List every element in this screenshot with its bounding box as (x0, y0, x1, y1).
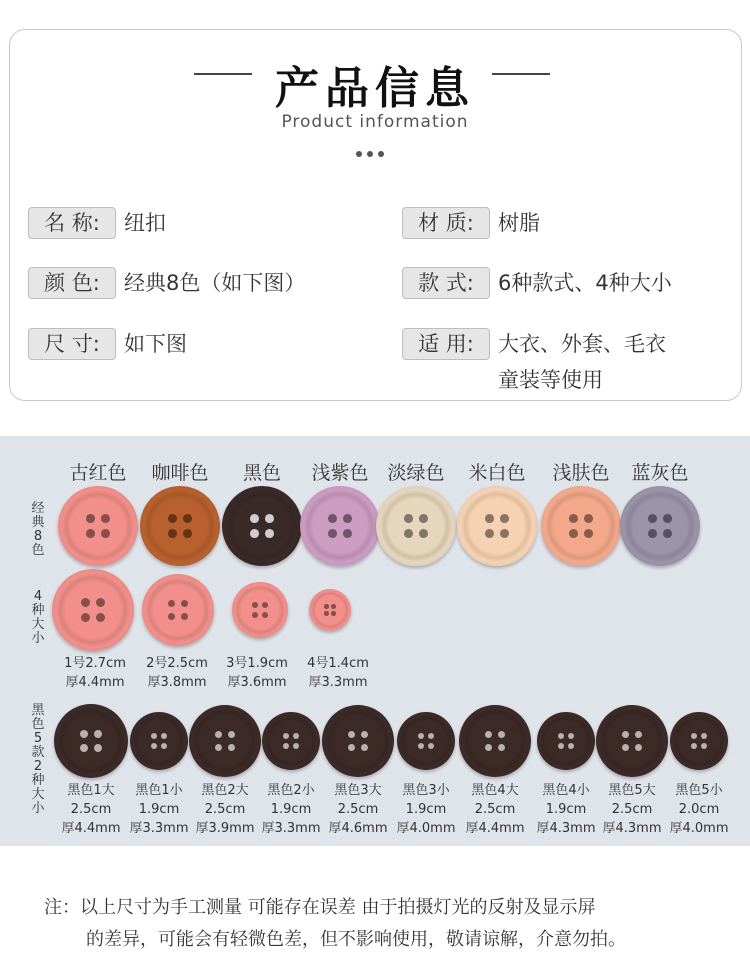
button-hole (500, 529, 509, 538)
black-button-7 (459, 705, 531, 777)
button-hole (250, 514, 259, 523)
size-button-1 (52, 569, 134, 651)
button-hole (635, 744, 643, 752)
button-hole (96, 613, 105, 622)
black-button-4 (262, 712, 320, 770)
button-hole (228, 744, 236, 752)
button-hole (404, 529, 413, 538)
button-hole (622, 731, 630, 739)
button-hole (485, 529, 494, 538)
button-hole (485, 744, 493, 752)
swatch-button-2 (140, 486, 220, 566)
color-name-4: 浅紫色 (311, 462, 369, 484)
swatch-button-6 (457, 486, 537, 566)
size-button-4 (309, 589, 351, 631)
button-hole (418, 743, 424, 749)
field-size (28, 328, 187, 360)
black-thickness-10: 厚4.0mm (669, 821, 729, 836)
button-hole (419, 514, 428, 523)
button-hole (331, 604, 336, 609)
button-hole (151, 743, 157, 749)
size-thickness-2: 厚3.8mm (147, 675, 207, 690)
button-hole (691, 743, 697, 749)
swatch-button-3 (222, 486, 302, 566)
black-name-2: 黑色1小 (135, 783, 183, 798)
button-hole (663, 514, 672, 523)
button-hole (283, 733, 289, 739)
button-hole (348, 744, 356, 752)
button-hole (101, 529, 110, 538)
button-hole (183, 514, 192, 523)
button-hole (558, 743, 564, 749)
button-hole (663, 529, 672, 538)
page-title: 产品信息 (275, 63, 475, 114)
field-name (28, 207, 166, 239)
field-usage (402, 328, 666, 398)
button-hole (80, 730, 88, 738)
button-hole (568, 733, 574, 739)
black-name-1: 黑色1大 (67, 783, 115, 798)
button-hole (418, 733, 424, 739)
field-color-value: 经典8色（如下图） (124, 271, 306, 295)
page-subtitle: Product information (281, 112, 469, 132)
field-size-label: 尺 寸: (28, 328, 116, 360)
black-name-10: 黑色5小 (675, 783, 723, 798)
button-hole (252, 602, 258, 608)
button-hole (498, 731, 506, 739)
color-name-5: 淡绿色 (387, 462, 445, 484)
field-material-value: 树脂 (498, 211, 540, 235)
size-thickness-3: 厚3.6mm (227, 675, 287, 690)
button-hole (101, 514, 110, 523)
button-hole (343, 514, 352, 523)
field-style-value: 6种款式、4种大小 (498, 271, 672, 295)
color-name-2: 咖啡色 (151, 462, 209, 484)
field-material-label: 材 质: (402, 207, 490, 239)
button-hole (324, 604, 329, 609)
black-button-2 (130, 712, 188, 770)
field-style (402, 267, 672, 299)
black-button-5 (322, 705, 394, 777)
black-thickness-8: 厚4.3mm (536, 821, 596, 836)
button-hole (181, 600, 189, 608)
button-hole (215, 744, 223, 752)
row-label-sizes: 4 种 大 小 (31, 589, 45, 646)
button-hole (265, 529, 274, 538)
field-usage-value (498, 326, 666, 398)
button-hole (691, 733, 697, 739)
black-name-8: 黑色4小 (542, 783, 590, 798)
black-diameter-3: 2.5cm (204, 802, 246, 817)
black-button-6 (397, 712, 455, 770)
swatch-button-4 (300, 486, 380, 566)
size-caption-1: 1号2.7cm (64, 656, 126, 671)
black-thickness-6: 厚4.0mm (396, 821, 456, 836)
button-hole (161, 743, 167, 749)
field-usage-value-line1: 大衣、外套、毛衣 (498, 332, 666, 356)
color-name-6: 米白色 (468, 462, 526, 484)
black-diameter-10: 2.0cm (678, 802, 720, 817)
black-diameter-7: 2.5cm (474, 802, 516, 817)
black-diameter-6: 1.9cm (405, 802, 447, 817)
swatch-button-5 (376, 486, 456, 566)
button-hole (81, 598, 90, 607)
button-hole (558, 733, 564, 739)
black-button-3 (189, 705, 261, 777)
button-hole (428, 743, 434, 749)
button-hole (283, 743, 289, 749)
field-usage-label: 适 用: (402, 328, 490, 360)
button-hole (568, 743, 574, 749)
black-diameter-2: 1.9cm (138, 802, 180, 817)
button-hole (86, 529, 95, 538)
button-hole (419, 529, 428, 538)
ellipsis-dots-icon (356, 151, 384, 157)
black-thickness-5: 厚4.6mm (328, 821, 388, 836)
button-hole (215, 731, 223, 739)
black-diameter-9: 2.5cm (611, 802, 653, 817)
black-name-5: 黑色3大 (334, 783, 382, 798)
button-hole (701, 743, 707, 749)
button-hole (228, 731, 236, 739)
button-hole (622, 744, 630, 752)
button-hole (94, 730, 102, 738)
black-diameter-8: 1.9cm (545, 802, 587, 817)
button-hole (168, 514, 177, 523)
button-hole (328, 514, 337, 523)
swatch-button-1 (58, 486, 138, 566)
field-color-label: 颜 色: (28, 267, 116, 299)
size-thickness-1: 厚4.4mm (65, 675, 125, 690)
button-hole (485, 731, 493, 739)
button-hole (94, 744, 102, 752)
black-thickness-1: 厚4.4mm (61, 821, 121, 836)
button-hole (293, 743, 299, 749)
size-caption-2: 2号2.5cm (146, 656, 208, 671)
button-hole (250, 529, 259, 538)
button-hole (161, 733, 167, 739)
button-hole (293, 733, 299, 739)
button-hole (569, 514, 578, 523)
size-button-2 (142, 574, 214, 646)
button-hole (701, 733, 707, 739)
black-name-4: 黑色2小 (267, 783, 315, 798)
size-caption-3: 3号1.9cm (226, 656, 288, 671)
button-hole (498, 744, 506, 752)
black-name-7: 黑色4大 (471, 783, 519, 798)
black-thickness-2: 厚3.3mm (129, 821, 189, 836)
field-usage-value-line2: 童装等使用 (498, 368, 603, 392)
button-hole (569, 529, 578, 538)
black-name-9: 黑色5大 (608, 783, 656, 798)
field-name-value: 纽扣 (124, 211, 166, 235)
row-label-classic: 经 典 8 色 (31, 501, 45, 558)
swatch-panel (0, 436, 750, 846)
button-hole (584, 529, 593, 538)
size-button-3 (232, 582, 288, 638)
color-name-1: 古红色 (69, 462, 127, 484)
disclaimer-line2: 的差异，可能会有轻微色差，但不影响使用，敬请谅解，介意勿拍。 (86, 929, 626, 950)
button-hole (168, 529, 177, 538)
swatch-button-7 (541, 486, 621, 566)
black-diameter-4: 1.9cm (270, 802, 312, 817)
swatch-button-8 (620, 486, 700, 566)
button-hole (265, 514, 274, 523)
row-label-black: 黑 色 5 款 2 种 大 小 (31, 703, 45, 816)
button-hole (168, 613, 176, 621)
button-hole (361, 731, 369, 739)
button-hole (648, 514, 657, 523)
button-hole (343, 529, 352, 538)
color-name-8: 蓝灰色 (631, 462, 689, 484)
button-hole (485, 514, 494, 523)
field-name-label: 名 称: (28, 207, 116, 239)
button-hole (81, 613, 90, 622)
button-hole (648, 529, 657, 538)
field-size-value: 如下图 (124, 332, 187, 356)
field-material (402, 207, 540, 239)
button-hole (262, 612, 268, 618)
black-button-8 (537, 712, 595, 770)
black-diameter-5: 2.5cm (337, 802, 379, 817)
field-style-label: 款 式: (402, 267, 490, 299)
black-button-1 (54, 704, 128, 778)
color-name-7: 浅肤色 (552, 462, 610, 484)
button-hole (168, 600, 176, 608)
button-hole (584, 514, 593, 523)
button-hole (331, 611, 336, 616)
button-hole (348, 731, 356, 739)
button-hole (151, 733, 157, 739)
button-hole (183, 529, 192, 538)
black-diameter-1: 2.5cm (70, 802, 112, 817)
black-thickness-3: 厚3.9mm (195, 821, 255, 836)
disclaimer-line1: 注：以上尺寸为手工测量 可能存在误差 由于拍摄灯光的反射及显示屏 (44, 897, 596, 918)
black-name-3: 黑色2大 (201, 783, 249, 798)
black-name-6: 黑色3小 (402, 783, 450, 798)
button-hole (428, 733, 434, 739)
button-hole (181, 613, 189, 621)
black-button-10 (670, 712, 728, 770)
black-thickness-4: 厚3.3mm (261, 821, 321, 836)
size-thickness-4: 厚3.3mm (308, 675, 368, 690)
size-caption-4: 4号1.4cm (307, 656, 369, 671)
field-color (28, 267, 305, 299)
button-hole (361, 744, 369, 752)
button-hole (328, 529, 337, 538)
button-hole (500, 514, 509, 523)
button-hole (80, 744, 88, 752)
disclaimer-note (44, 892, 626, 956)
black-thickness-7: 厚4.4mm (465, 821, 525, 836)
color-name-3: 黑色 (242, 462, 282, 484)
black-button-9 (596, 705, 668, 777)
black-thickness-9: 厚4.3mm (602, 821, 662, 836)
button-hole (404, 514, 413, 523)
button-hole (252, 612, 258, 618)
button-hole (86, 514, 95, 523)
button-hole (324, 611, 329, 616)
button-hole (262, 602, 268, 608)
button-hole (635, 731, 643, 739)
button-hole (96, 598, 105, 607)
